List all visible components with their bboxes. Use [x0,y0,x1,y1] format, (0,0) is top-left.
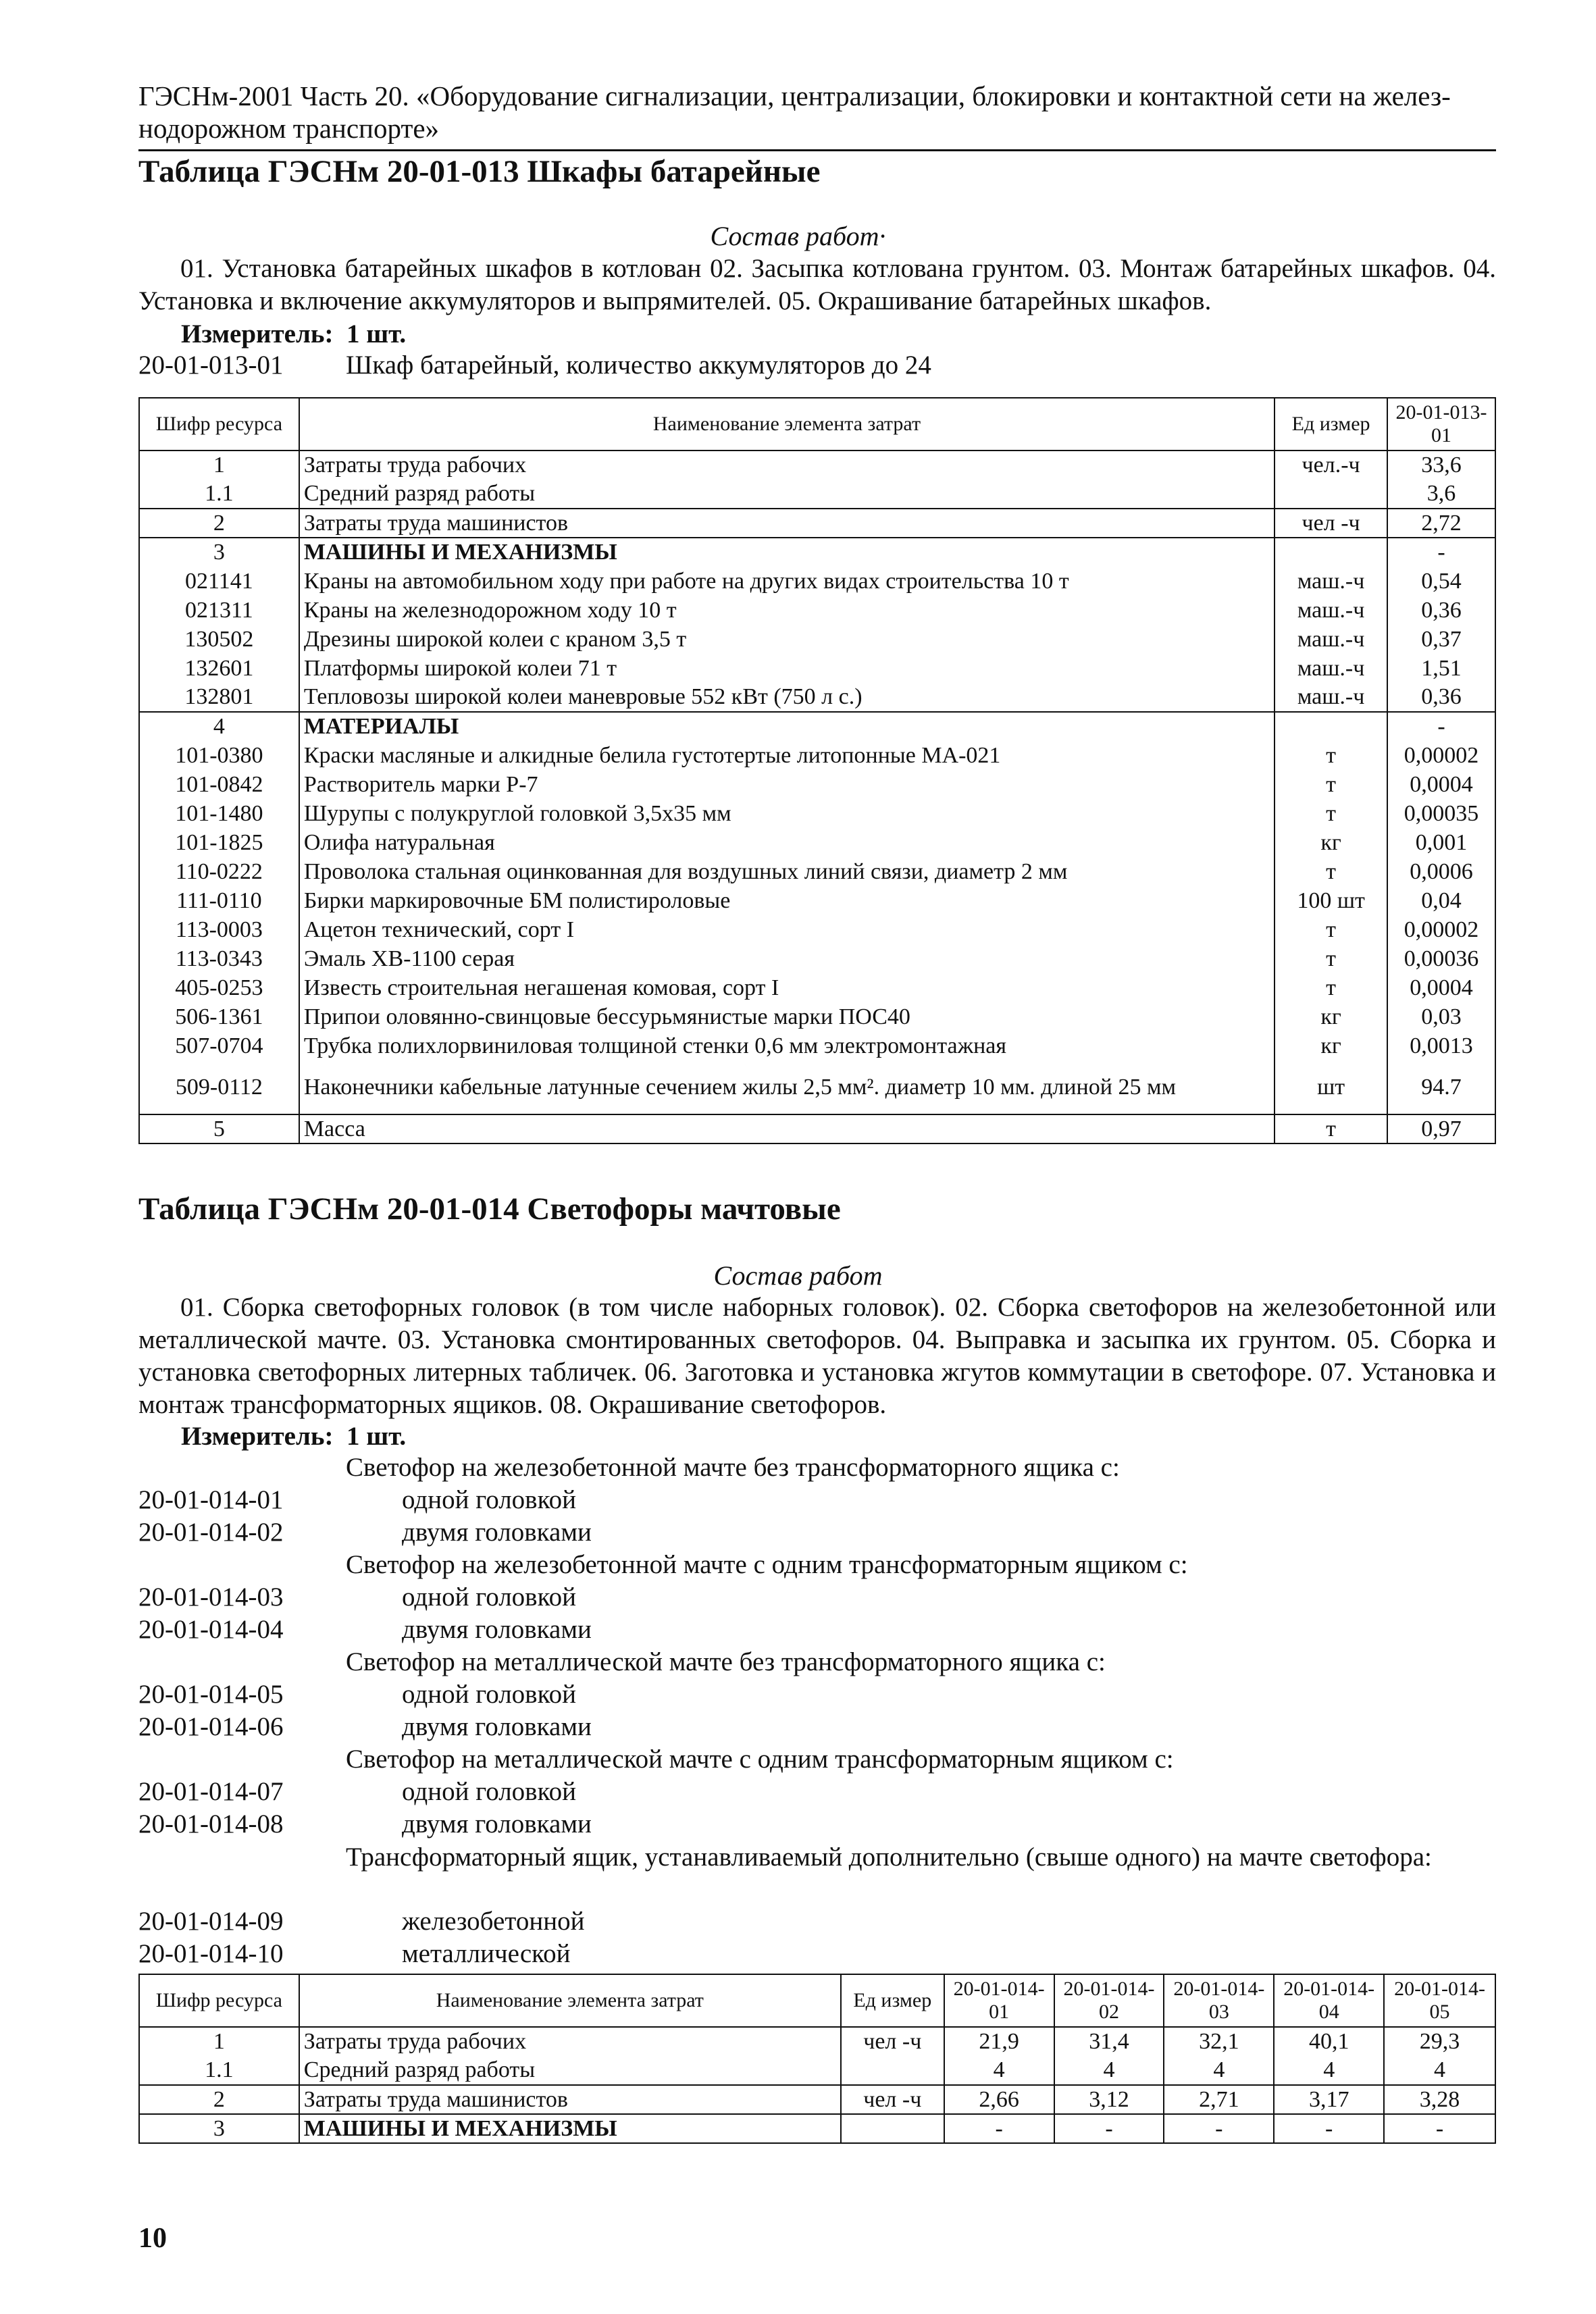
header-rule [138,149,1496,151]
cell-name: Припои оловянно-свинцовые бессурьмянистые марки ПОС40 [299,1002,1275,1031]
cell-value: 0,00002 [1387,741,1495,770]
cell-code: 132601 [139,654,299,683]
table-row [139,886,1495,915]
table-row [139,828,1495,857]
table-row [139,509,1495,538]
cell-unit: кг [1275,828,1387,857]
variant-text: одной головкой [402,1777,576,1806]
cell-unit: маш.-ч [1275,654,1387,683]
cell-value: 2,72 [1387,509,1495,538]
cell-value: 4 [944,2056,1054,2085]
table-row [139,2027,1495,2056]
cell-code: 4 [139,712,299,741]
th-unit: Ед измер [841,1974,944,2027]
table14-header-row [139,1974,1495,2027]
cell-value: - [1387,712,1495,741]
cell-value: - [1387,538,1495,567]
variant-code: 20-01-014-02 [138,1518,284,1547]
cell-value: - [1384,2114,1495,2143]
cell-value: 0,97 [1387,1114,1495,1143]
cell-unit: маш.-ч [1275,596,1387,625]
cell-unit: т [1275,944,1387,973]
table-row [139,741,1495,770]
cell-name: МАТЕРИАЛЫ [299,712,1275,741]
cell-value: - [1164,2114,1274,2143]
cell-code: 110-0222 [139,857,299,886]
cell-name: Эмаль ХВ-1100 серая [299,944,1275,973]
table-row [139,683,1495,712]
cell-unit: чел -ч [1275,509,1387,538]
variant-text: металлической [402,1939,571,1968]
cell-name: Средний разряд работы [299,2056,841,2085]
cell-unit: т [1275,857,1387,886]
table14-body [139,2027,1495,2143]
table-row [139,1031,1495,1060]
cell-unit [1275,480,1387,509]
variant-code: 20-01-014-08 [138,1809,284,1839]
cell-value: 0,04 [1387,886,1495,915]
cell-unit: кг [1275,1031,1387,1060]
cell-value: 0,00035 [1387,799,1495,828]
cell-name: Известь строительная негашеная комовая, сорт I [299,973,1275,1002]
th-name: Наименование элемента затрат [299,1974,841,2027]
cell-code: 506-1361 [139,1002,299,1031]
page-number: 10 [138,2223,167,2254]
cell-unit: чел -ч [841,2027,944,2056]
cell-value: 2,71 [1164,2085,1274,2114]
variant-text: двумя головками [402,1809,592,1839]
th-col-1: 20-01-014-01 [944,1974,1054,2027]
cell-value: 3,12 [1054,2085,1164,2114]
table-row [139,1002,1495,1031]
variant-text: двумя головками [402,1615,592,1644]
cell-code: 1 [139,451,299,480]
cell-code: 1 [139,2027,299,2056]
cell-code: 111-0110 [139,886,299,915]
cell-value: 0,37 [1387,625,1495,654]
cell-unit: т [1275,1114,1387,1143]
table13-description: 01. Установка батарейных шкафов в котлован 02. Засыпка котлована грунтом. 03. Монтаж батарейных шкафов. 04. Установка и включение аккумуляторов и выпрямителей. 05. Окрашивание батарейных шкафов. [138,254,1496,315]
cell-value: 3,6 [1387,480,1495,509]
variant-code: 20-01-014-09 [138,1907,284,1936]
cell-name: Затраты труда машинистов [299,2085,841,2114]
cell-value: 3,17 [1274,2085,1384,2114]
cell-name: Затраты труда рабочих [299,451,1275,480]
table-row [139,915,1495,944]
table-row [139,567,1495,596]
table-row [139,2085,1495,2114]
cell-unit: маш.-ч [1275,567,1387,596]
cell-name: Платформы широкой колеи 71 т [299,654,1275,683]
cell-value: 4 [1054,2056,1164,2085]
table14-title: Таблица ГЭСНм 20-01-014 Светофоры мачтовые [138,1191,841,1227]
cell-unit: чел.-ч [1275,451,1387,480]
cell-name: МАШИНЫ И МЕХАНИЗМЫ [299,538,1275,567]
cell-value: 4 [1164,2056,1274,2085]
variant-text: одной головкой [402,1583,576,1612]
cell-unit: т [1275,770,1387,799]
variant-group-heading: Трансформаторный ящик, устанавливаемый дополнительно (свыше одного) на мачте светофора: [346,1843,1432,1872]
table-row [139,799,1495,828]
cell-code: 1.1 [139,480,299,509]
cell-value: 0,36 [1387,683,1495,712]
cell-name: Затраты труда рабочих [299,2027,841,2056]
cell-code: 3 [139,2114,299,2143]
variant-code: 20-01-014-06 [138,1712,284,1741]
cell-value: 4 [1384,2056,1495,2085]
cell-code: 101-0842 [139,770,299,799]
cell-code: 130502 [139,625,299,654]
th-code: Шифр ресурса [139,1974,299,2027]
table-row [139,625,1495,654]
variant-code: 20-01-014-07 [138,1777,284,1806]
table13-header-row [139,398,1495,451]
table14-sostav: Состав работ [713,1260,883,1291]
cell-unit: 100 шт [1275,886,1387,915]
cell-name: Наконечники кабельные латунные сечением жилы 2,5 мм². диаметр 10 мм. длиной 25 мм [299,1060,1275,1114]
cell-value: 40,1 [1274,2027,1384,2056]
th-code: Шифр ресурса [139,398,299,451]
variant-text: одной головкой [402,1485,576,1514]
cell-unit: т [1275,915,1387,944]
table-row [139,973,1495,1002]
cell-code: 113-0003 [139,915,299,944]
variant-code: 20-01-014-03 [138,1583,284,1612]
cell-name: Олифа натуральная [299,828,1275,857]
cell-unit [841,2056,944,2085]
table14-grid [138,1974,1496,2144]
izmeritel-label: Измеритель: [181,1422,334,1451]
cell-value: 32,1 [1164,2027,1274,2056]
cell-name: Масса [299,1114,1275,1143]
table-row [139,2114,1495,2143]
cell-unit: кг [1275,1002,1387,1031]
cell-value: 0,0006 [1387,857,1495,886]
table-row [139,480,1495,509]
cell-name: Краски масляные и алкидные белила густотертые литопонные МА-021 [299,741,1275,770]
table-row [139,654,1495,683]
cell-value: 0,00036 [1387,944,1495,973]
cell-unit: т [1275,973,1387,1002]
th-col: 20-01-013-01 [1387,398,1495,451]
table14-description: 01. Сборка светофорных головок (в том числе наборных головок). 02. Сборка светофоров на железобетонной или металлической мачте. 03. Установка смонтированных светофоров. 04. Выправка и засыпка их грунтом. 05. Сборка и установка светофорных литерных табличек. 06. Заготовка и установка жгутов коммутации в светофоре. 07. Установка и монтаж трансформаторных ящиков. 08. Окрашивание светофоров. [138,1293,1496,1419]
cell-value: 4 [1274,2056,1384,2085]
variant-code: 20-01-014-01 [138,1485,284,1514]
variant-group-heading: Светофор на металлической мачте с одним трансформаторным ящиком с: [346,1745,1174,1774]
variant-text: одной головкой [402,1680,576,1709]
th-col-2: 20-01-014-02 [1054,1974,1164,2027]
cell-code: 5 [139,1114,299,1143]
running-head: ГЭСНм-2001 Часть 20. «Оборудование сигнализации, централизации, блокировки и контактной сети на желез-нодорожном транспорте» [138,80,1451,144]
th-col-3: 20-01-014-03 [1164,1974,1274,2027]
cell-code: 132801 [139,683,299,712]
variant-code: 20-01-014-04 [138,1615,284,1644]
cell-value: 0,0013 [1387,1031,1495,1060]
cell-code: 113-0343 [139,944,299,973]
cell-name: Проволока стальная оцинкованная для воздушных линий связи, диаметр 2 мм [299,857,1275,886]
table-row [139,712,1495,741]
cell-name: Тепловозы широкой колеи маневровые 552 кВт (750 л с.) [299,683,1275,712]
cell-code: 021311 [139,596,299,625]
table-row [139,451,1495,480]
izmeritel-value: 1 шт. [346,319,407,349]
cell-unit [1275,712,1387,741]
cell-value: 1,51 [1387,654,1495,683]
variant-text: железобетонной [402,1907,585,1936]
cell-value: 0,36 [1387,596,1495,625]
variant-group-heading: Светофор на металлической мачте без трансформаторного ящика с: [346,1647,1106,1676]
variant-group-heading: Светофор на железобетонной мачте с одним трансформаторным ящиком с: [346,1550,1188,1579]
cell-value: 0,0004 [1387,770,1495,799]
cell-name: Ацетон технический, сорт I [299,915,1275,944]
variant-text: двумя головками [402,1712,592,1741]
cell-unit [1275,538,1387,567]
variant-code: 20-01-014-05 [138,1680,284,1709]
cell-value: 21,9 [944,2027,1054,2056]
cell-value: 3,28 [1384,2085,1495,2114]
table13-title: Таблица ГЭСНм 20-01-013 Шкафы батарейные [138,154,821,189]
table14-izmeritel [181,1421,406,1451]
table-row [139,596,1495,625]
izmeritel-label: Измеритель: [181,319,334,349]
cell-value: 94.7 [1387,1060,1495,1114]
cell-code: 2 [139,509,299,538]
cell-code: 101-1825 [139,828,299,857]
cell-name: Краны на автомобильном ходу при работе на других видах строительства 10 т [299,567,1275,596]
cell-name: Шурупы с полукруглой головкой 3,5x35 мм [299,799,1275,828]
table13-body [139,451,1495,1143]
variant-text: двумя головками [402,1518,592,1547]
cell-code: 101-1480 [139,799,299,828]
cell-name: Трубка полихлорвиниловая толщиной стенки 0,6 мм электромонтажная [299,1031,1275,1060]
variant-code: 20-01-014-10 [138,1939,284,1968]
cell-code: 021141 [139,567,299,596]
table-row [139,770,1495,799]
table13-grid [138,397,1496,1144]
table-row [139,538,1495,567]
cell-value: 0,54 [1387,567,1495,596]
cell-unit: маш.-ч [1275,683,1387,712]
cell-unit: чел -ч [841,2085,944,2114]
cell-name: Затраты труда машинистов [299,509,1275,538]
cell-name: МАШИНЫ И МЕХАНИЗМЫ [299,2114,841,2143]
cell-value: - [1274,2114,1384,2143]
cell-code: 1.1 [139,2056,299,2085]
cell-code: 3 [139,538,299,567]
table-row [139,944,1495,973]
cell-unit: т [1275,799,1387,828]
th-name: Наименование элемента затрат [299,398,1275,451]
table13-izmeritel [181,319,406,349]
cell-code: 507-0704 [139,1031,299,1060]
cell-value: 33,6 [1387,451,1495,480]
table13-sostav: Состав работ· [710,221,886,251]
th-col-5: 20-01-014-05 [1384,1974,1495,2027]
cell-name: Дрезины широкой колеи с краном 3,5 т [299,625,1275,654]
cell-value: 0,001 [1387,828,1495,857]
table-row [139,1114,1495,1143]
cell-code: 101-0380 [139,741,299,770]
cell-unit: т [1275,741,1387,770]
cell-code: 2 [139,2085,299,2114]
cell-unit: маш.-ч [1275,625,1387,654]
cell-unit: шт [1275,1060,1387,1114]
cell-name: Средний разряд работы [299,480,1275,509]
table-row [139,857,1495,886]
table-row [139,2056,1495,2085]
cell-unit [841,2114,944,2143]
cell-code: 405-0253 [139,973,299,1002]
cell-name: Краны на железнодорожном ходу 10 т [299,596,1275,625]
cell-name: Бирки маркировочные БМ полистироловые [299,886,1275,915]
cell-value: - [1054,2114,1164,2143]
izmeritel-value: 1 шт. [346,1422,407,1451]
cell-name: Растворитель марки Р-7 [299,770,1275,799]
cell-value: 0,03 [1387,1002,1495,1031]
cell-value: 0,00002 [1387,915,1495,944]
cell-value: 29,3 [1384,2027,1495,2056]
table-row [139,1060,1495,1114]
table13-code: 20-01-013-01 [138,351,284,380]
th-unit: Ед измер [1275,398,1387,451]
cell-value: 2,66 [944,2085,1054,2114]
cell-value: 0,0004 [1387,973,1495,1002]
variant-group-heading: Светофор на железобетонной мачте без трансформаторного ящика с: [346,1453,1120,1482]
cell-value: 31,4 [1054,2027,1164,2056]
cell-value: - [944,2114,1054,2143]
th-col-4: 20-01-014-04 [1274,1974,1384,2027]
table13-code-desc: Шкаф батарейный, количество аккумуляторов до 24 [346,351,931,380]
cell-code: 509-0112 [139,1060,299,1114]
